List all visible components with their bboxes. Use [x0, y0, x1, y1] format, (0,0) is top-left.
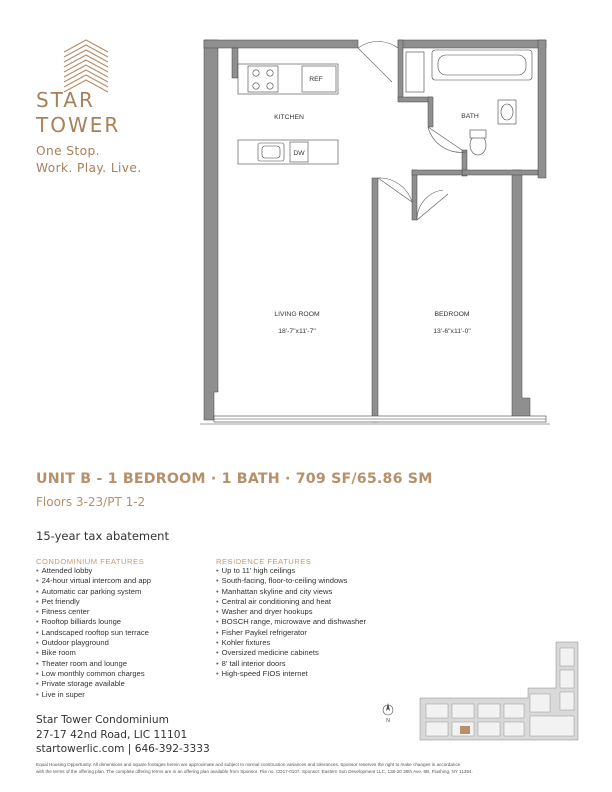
list-item: • Fisher Paykel refrigerator	[216, 628, 366, 638]
north-arrow-icon	[383, 703, 393, 724]
dw-label: DW	[293, 150, 305, 157]
list-item: • High-speed FIOS internet	[216, 669, 366, 679]
disclaimer-line1: Equal Housing Opportunity. All dimensions and square footages herein are approximate and subject to normal construction variances and tolerances. Sponsor reserves the right to make changes in accordance	[36, 762, 461, 767]
list-item: • Attended lobby	[36, 566, 151, 576]
list-item: • Central air conditioning and heat	[216, 597, 366, 607]
north-label: N	[386, 718, 390, 724]
list-item: • 24-hour virtual intercom and app	[36, 576, 151, 586]
living-room-dims: 18'-7"x11'-7"	[278, 328, 316, 335]
brand-name-line1: STAR	[36, 88, 95, 112]
residence-features	[216, 557, 366, 679]
disclaimer	[36, 762, 576, 775]
brand-tagline	[36, 143, 142, 177]
brand-name	[36, 88, 120, 138]
ref-label: REF	[309, 76, 323, 83]
plan-walls	[204, 40, 546, 422]
contact-block	[36, 713, 210, 757]
list-item: • BOSCH range, microwave and dishwasher	[216, 617, 366, 627]
residence-features-list	[216, 566, 366, 679]
brand-name-line2: TOWER	[36, 113, 121, 137]
list-item: • Oversized medicine cabinets	[216, 648, 366, 658]
list-item: • Theater room and lounge	[36, 659, 151, 669]
list-item: • Private storage available	[36, 679, 151, 689]
bath-label: BATH	[461, 113, 479, 120]
disclaimer-line2: with the terms of the offering plan. The complete offering terms are in an offering plan available from Sponsor. File no. CD17-0107. Sponsor: Eastern Sun Development LLC, 136-20 38th Ave, 6B, Flushing, NY 11354.	[36, 768, 473, 774]
key-plan	[378, 636, 586, 748]
list-item: • Up to 11' high ceilings	[216, 566, 366, 576]
tagline-line2: Work. Play. Live.	[36, 161, 142, 175]
list-item: • Automatic car parking system	[36, 587, 151, 597]
bedroom-label: BEDROOM	[434, 311, 470, 318]
condo-features-heading: CONDOMINIUM FEATURES	[36, 557, 145, 566]
condo-features-list	[36, 566, 151, 700]
list-item: • Bike room	[36, 648, 151, 658]
unit-title: UNIT B - 1 BEDROOM · 1 BATH · 709 SF/65.86 SM	[36, 471, 433, 487]
list-item: • Live in super	[36, 690, 151, 700]
list-item: • Low monthly common charges	[36, 669, 151, 679]
list-item: • Washer and dryer hookups	[216, 607, 366, 617]
list-item: • Fitness center	[36, 607, 151, 617]
list-item: • Pet friendly	[36, 597, 151, 607]
contact-name: Star Tower Condominium	[36, 714, 169, 726]
list-item: • Kohler fixtures	[216, 638, 366, 648]
tagline-line1: One Stop.	[36, 144, 100, 158]
list-item: • South-facing, floor-to-ceiling windows	[216, 576, 366, 586]
contact-address: 27-17 42nd Road, LIC 11101	[36, 728, 188, 741]
unit-highlight	[460, 726, 470, 734]
kitchen-label: KITCHEN	[274, 114, 304, 121]
residence-features-heading: RESIDENCE FEATURES	[216, 557, 312, 566]
bedroom-dims: 13'-6"x11'-0"	[433, 328, 471, 335]
contact-web-phone: startowerlic.com | 646-392-3333	[36, 743, 210, 755]
unit-floors: Floors 3-23/PT 1-2	[36, 495, 146, 509]
tax-abatement: 15-year tax abatement	[36, 529, 169, 543]
list-item: • 8' tall interior doors	[216, 659, 366, 669]
list-item: • Outdoor playground	[36, 638, 151, 648]
living-room-label: LIVING ROOM	[274, 311, 320, 318]
list-item: • Rooftop billiards lounge	[36, 617, 151, 627]
condo-features	[36, 557, 151, 700]
list-item: • Landscaped rooftop sun terrace	[36, 628, 151, 638]
list-item: • Manhattan skyline and city views	[216, 587, 366, 597]
floor-plan	[190, 36, 560, 428]
